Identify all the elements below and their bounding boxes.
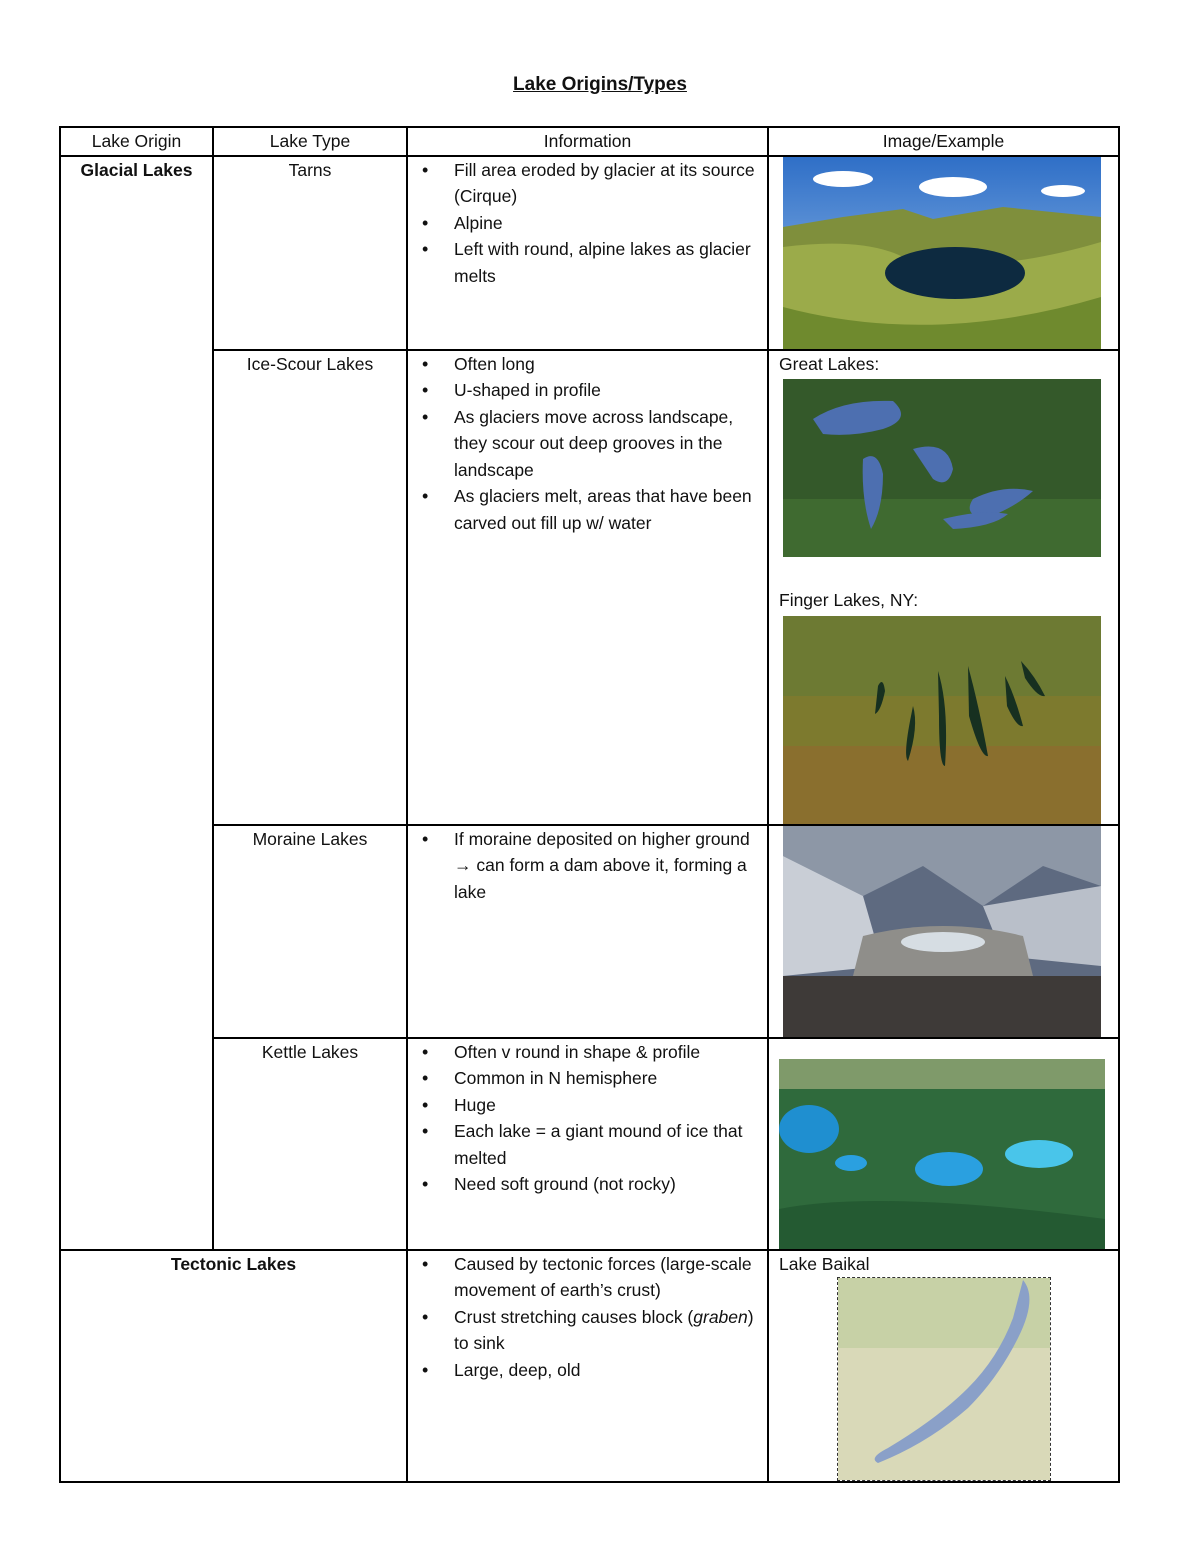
info-bullet: • Caused by tectonic forces (large-scale movement of earth’s crust) [454,1251,761,1304]
origin-cell: Glacial Lakes [60,156,213,1250]
finger-lakes-caption: Finger Lakes, NY: [779,590,919,610]
information-cell [407,350,768,825]
header-lake-origin: Lake Origin [60,127,213,156]
info-bullet: • Left with round, alpine lakes as glacier melts [454,236,761,289]
info-bullet: • Large, deep, old [454,1357,761,1384]
info-bullet: • If moraine deposited on higher ground → can form a dam above it, forming a lake [454,826,761,906]
lake-baikal-map [837,1277,1051,1481]
info-bullet: • Alpine [454,210,761,237]
header-image-example: Image/Example [768,127,1119,156]
lake-type-cell: Moraine Lakes [213,825,407,1038]
origin-cell: Tectonic Lakes [60,1250,407,1483]
info-bullet: • Common in N hemisphere [454,1065,761,1092]
header-lake-type: Lake Type [213,127,407,156]
image-cell [768,1038,1119,1250]
table-row [60,1250,1119,1483]
image-cell [768,156,1119,350]
info-bullet: • U-shaped in profile [454,377,761,404]
lake-origins-table [59,126,1120,1483]
lake-type-cell: Kettle Lakes [213,1038,407,1250]
info-bullet: • Need soft ground (not rocky) [454,1171,761,1198]
table-row [60,350,1119,825]
info-bullet: • Huge [454,1092,761,1119]
table-row [60,825,1119,1038]
header-information: Information [407,127,768,156]
info-bullet: • Each lake = a giant mound of ice that melted [454,1118,761,1171]
great-lakes-image [783,379,1101,557]
lake-baikal-caption: Lake Baikal [779,1253,870,1274]
information-cell [407,1038,768,1250]
cirque-lake-image [783,157,1101,349]
kettle-lakes-image [779,1059,1105,1249]
info-bullet: • As glaciers melt, areas that have been carved out fill up w/ water [454,483,761,536]
page-title: Lake Origins/Types [513,74,687,95]
header-row [60,127,1119,156]
info-bullet: • Often long [454,351,761,378]
finger-lakes-image [783,616,1101,824]
info-bullet: • Often v round in shape & profile [454,1039,761,1066]
great-lakes-caption: Great Lakes: [779,353,880,374]
information-cell [407,825,768,1038]
info-bullet: • Crust stretching causes block (graben) to sink [454,1304,761,1357]
table-row [60,1038,1119,1250]
image-cell [768,825,1119,1038]
image-cell [768,350,1119,825]
lake-type-cell: Ice-Scour Lakes [213,350,407,825]
info-bullet: • Fill area eroded by glacier at its source (Cirque) [454,157,761,210]
table-row [60,156,1119,350]
image-cell [768,1250,1119,1483]
info-bullet: • As glaciers move across landscape, they scour out deep grooves in the landscape [454,404,761,484]
information-cell [407,156,768,350]
moraine-lake-image [783,826,1101,1037]
lake-type-cell: Tarns [213,156,407,350]
information-cell [407,1250,768,1483]
